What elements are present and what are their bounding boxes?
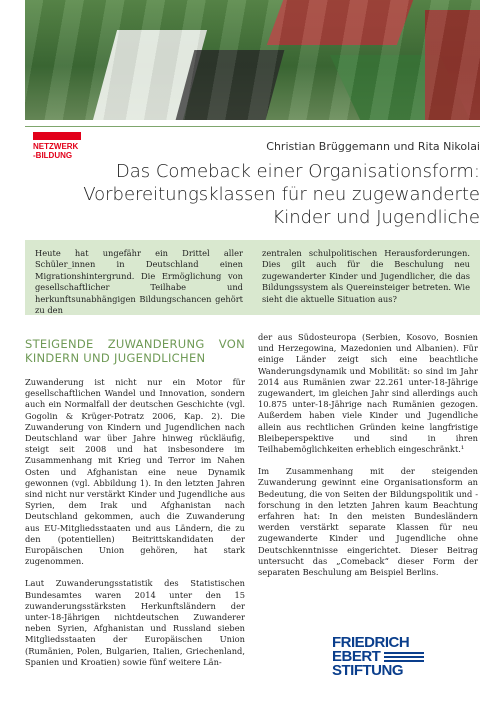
paragraph: Zuwanderung ist nicht nur ein Motor für gesellschaftlichen Wandel und Innovation, sondern auch ein Normalfall der deutschen Geschichte (vgl. Gogolin & Krüger-Potratz 2006, Kap. 2). Die Zuwanderung von Kindern und Jugendlichen nach Deutschland war über Jahre hinweg rückläufig, steigt seit 2008 und hat insbesondere im Zusammenhang mit Krieg und Terror im Nahen Osten und Afghanistan eine neue Dynamik gewonnen (vgl. Abbildung 1). In den letzten Jahren sind nicht nur verstärkt Kinder und Jugendliche aus Syrien, dem Irak und Afghanistan nach Deutschland gekommen, auch die Zuwanderung aus EU-Mitgliedsstaaten und aus Ländern, die zu den (potentiellen) Beitrittskandidaten der Europäischen Union gehören, hat stark zugenommen. <box>25 377 245 567</box>
fes-line1: FRIEDRICH <box>332 634 410 651</box>
abstract-right: zentralen schulpolitischen Herausforderungen. Dies gilt auch für die Beschulung neu zugewanderter Kinder und Jugendlicher, die das Bildungssystem als Quereinsteiger betreten. Wie sieht die aktuelle Situation aus? <box>262 248 470 304</box>
logo-line2: -BILDUNG <box>33 151 73 160</box>
friedrich-ebert-stiftung-logo <box>332 636 442 678</box>
paragraph: der aus Südosteuropa (Serbien, Kosovo, Bosnien und Herzegowina, Mazedonien und Albanien). Für einige Länder zeigt sich eine beachtliche Wanderungsdynamik und Mobilität: so sind im Jahr 2014 aus Rumänien zwar 22.261 unter-18-Jährige zugewandert, im gleichen Jahr sind allerdings auch 10.875 unter-18-Jährige nach Rumänien gezogen. Außerdem haben viele Kinder und Jugendliche allein aus rechtlichen Gründen keine langfristige Bleibeperspektive und sind in ihren Teilhabemöglichkeiten erheblich eingeschränkt.¹ <box>258 332 478 455</box>
abstract-left: Heute hat ungefähr ein Drittel aller Schüler_innen in Deutschland einen Migrationshintergrund. Die Ermöglichung von gesellschaftlicher Teilhabe und herkunftsunabhängigen Bildungschancen gehört zu den <box>35 248 243 316</box>
logo-line1: NETZWERK <box>33 142 79 151</box>
paragraph: Im Zusammenhang mit der steigenden Zuwanderung gewinnt eine Organisationsform an Bedeutung, die von Seiten der Bildungspolitik und -forschung in den letzten Jahren kaum Beachtung erfahren hat: In den meisten Bundesländern werden verstärkt separate Klassen für neu zugewanderte Kinder und Jugendliche ohne Deutschkenntnisse eingerichtet. Dieser Beitrag untersucht das „Comeback“ dieser Form der separaten Beschulung am Beispiel Berlins. <box>258 466 478 578</box>
flag-fold-shading <box>25 0 480 120</box>
fes-stripes-icon <box>384 652 424 662</box>
fes-line3: STIFTUNG <box>332 662 403 679</box>
page-title: Das Comeback einer Organisationsform: Vorbereitungsklassen für neu zugewanderte Kinder und Jugendliche <box>83 161 480 228</box>
section-heading: STEIGENDE ZUWANDERUNG VON KINDERN UND JUGENDLICHEN <box>25 337 245 365</box>
header-divider <box>25 126 480 127</box>
paragraph: Laut Zuwanderungsstatistik des Statistischen Bundesamtes waren 2014 unter den 15 zuwanderungsstärksten Herkunftsländern der unter-18-Jährigen nichtdeutschen Zuwanderer neben Syrien, Afghanistan und Russland sieben Mitgliedsstaaten der Europäischen Union (Rumänien, Polen, Bulgarien, Italien, Griechenland, Spanien und Kroatien) sowie fünf weitere Län- <box>25 578 245 667</box>
column-left <box>25 330 245 679</box>
authors: Christian Brüggemann und Rita Nikolai <box>266 140 480 153</box>
abstract-box <box>25 240 480 315</box>
fes-line2: EBERT <box>332 648 381 665</box>
column-right <box>258 332 478 589</box>
logo-red-bar <box>33 132 81 140</box>
header-photo-flags <box>25 0 480 120</box>
